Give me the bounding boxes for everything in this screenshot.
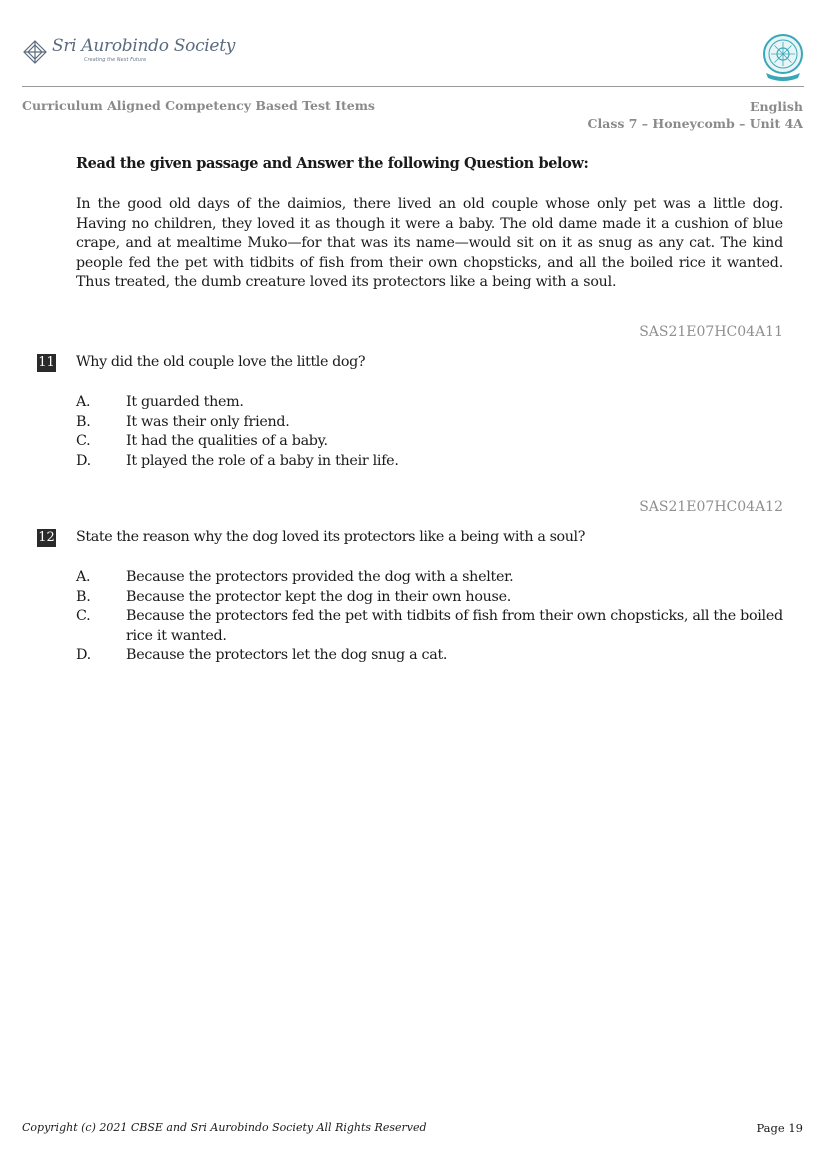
option-text: It was their only friend. xyxy=(126,413,290,430)
society-emblem-icon xyxy=(22,39,48,65)
option-text: Because the protectors let the dog snug a cat. xyxy=(126,647,448,664)
subject-class-info xyxy=(588,98,803,132)
answer-option-a[interactable] xyxy=(76,568,783,588)
answer-option-a[interactable] xyxy=(76,393,783,413)
class-unit-label: Class 7 – Honeycomb – Unit 4A xyxy=(587,116,803,131)
answer-option-d[interactable] xyxy=(76,452,783,472)
option-text: It guarded them. xyxy=(126,394,244,410)
answer-option-b[interactable] xyxy=(76,413,783,433)
cbse-seal-icon xyxy=(760,33,806,83)
answer-option-c[interactable] xyxy=(76,432,783,452)
logo-wordmark: Sri Aurobindo Society xyxy=(52,36,236,56)
option-letter: D. xyxy=(76,647,91,664)
option-text: It played the role of a baby in their life. xyxy=(126,452,399,469)
curriculum-title: Curriculum Aligned Competency Based Test Items xyxy=(22,98,375,113)
option-letter: A. xyxy=(76,569,91,585)
option-letter: A. xyxy=(76,394,91,410)
page-number: Page 19 xyxy=(756,1121,803,1135)
option-text: It had the qualities of a baby. xyxy=(126,433,328,450)
answer-option-b[interactable] xyxy=(76,588,783,608)
copyright-notice: Copyright (c) 2021 CBSE and Sri Aurobindo Society All Rights Reserved xyxy=(22,1121,427,1134)
option-letter: B. xyxy=(76,588,91,605)
question-text: Why did the old couple love the little dog? xyxy=(76,354,366,370)
question-number-badge: 11 xyxy=(38,355,55,370)
question-number-badge: 12 xyxy=(38,530,55,545)
option-letter: C. xyxy=(76,433,91,450)
question-text: State the reason why the dog loved its protectors like a being with a soul? xyxy=(76,529,585,545)
sri-aurobindo-society-logo xyxy=(22,36,236,68)
option-text: Because the protector kept the dog in their own house. xyxy=(126,588,511,605)
option-text: Because the protectors fed the pet with tidbits of fish from their own chopsticks, all the boiled rice it wanted. xyxy=(126,608,783,644)
instruction-heading: Read the given passage and Answer the following Question below: xyxy=(76,155,589,172)
answer-options xyxy=(76,568,783,666)
question-code: SAS21E07HC04A11 xyxy=(639,324,783,340)
option-letter: D. xyxy=(76,452,91,469)
subject-label: English xyxy=(750,99,803,114)
answer-option-d[interactable] xyxy=(76,646,783,666)
question-code: SAS21E07HC04A12 xyxy=(639,499,783,515)
option-letter: B. xyxy=(76,413,91,430)
option-text: Because the protectors provided the dog with a shelter. xyxy=(126,569,514,585)
option-letter: C. xyxy=(76,608,91,625)
answer-option-c[interactable] xyxy=(76,607,783,646)
answer-options xyxy=(76,393,783,471)
reading-passage: In the good old days of the daimios, there lived an old couple whose only pet was a little dog. Having no children, they loved it as though it were a baby. The old dame made it a cushion of blue crape, and at mealtime Muko—for that was its name—would sit on it as snug as any cat. The kind people fed the pet with tidbits of fish from their own chopsticks, and all the boiled rice it wanted. Thus treated, the dumb creature loved its protectors like a being with a soul. xyxy=(76,196,783,291)
header-divider xyxy=(22,86,804,87)
logo-tagline: Creating the Next Future xyxy=(84,57,147,63)
